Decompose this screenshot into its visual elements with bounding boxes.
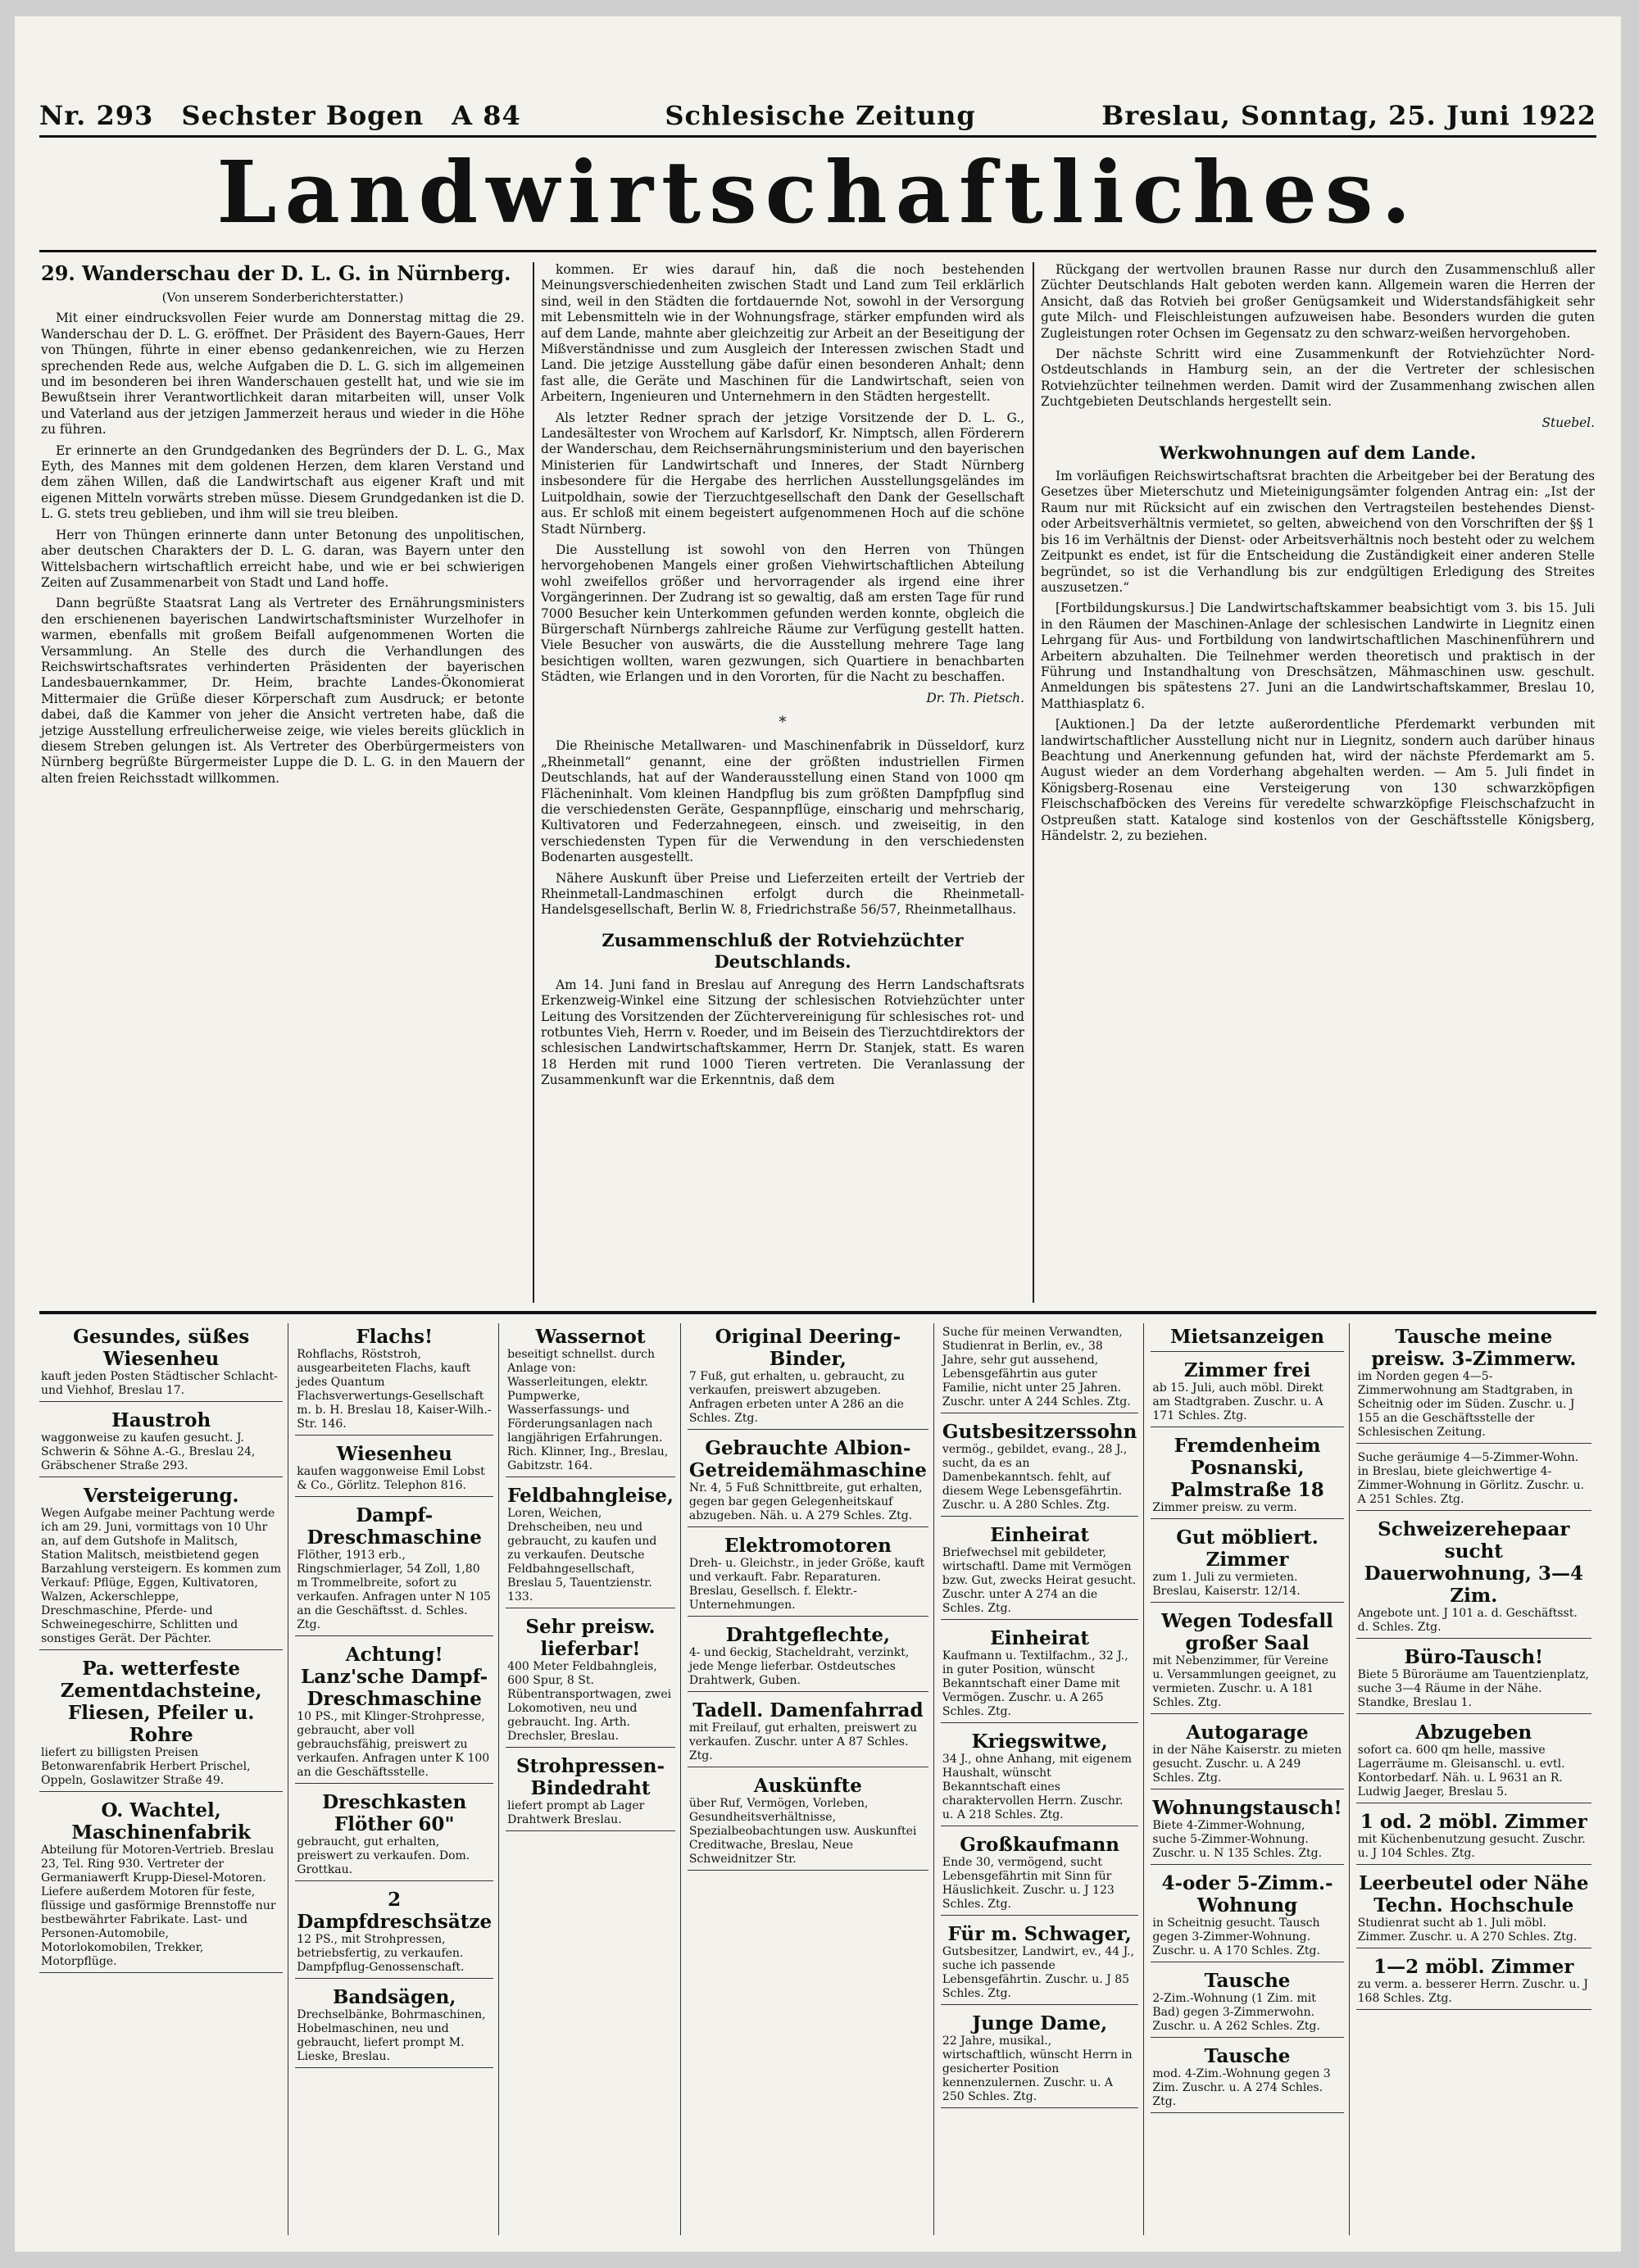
classified-ad bbox=[1356, 1323, 1591, 1444]
ad-headline: Drahtgeflechte, bbox=[725, 1624, 891, 1646]
ad-text: beseitigt schnellst. durch Anlage von: Wasserleitungen, elektr. Pumpwerke, Wasserfassungs- und Förderungsanlagen nach langjährigen Erfahrungen. Rich. Klinner, Ing., Breslau, Gabitzstr. 164. bbox=[507, 1348, 669, 1472]
article-column-2 bbox=[541, 262, 1024, 1303]
masthead bbox=[39, 94, 1596, 131]
article-paragraph: Herr von Thüngen erinnerte dann unter Betonung des unpolitischen, aber deutschen Charakters der D. L. G. daran, was Bayern unter den Wittelsbachern wirtschaftlich erreicht habe, und wie er bei schwierigen Zeiten auf Zusammenarbeit von Stadt und Land hoffe. bbox=[41, 527, 524, 590]
ad-column-5 bbox=[941, 1323, 1144, 2235]
ad-headline: Gesundes, süßes Wiesenheu bbox=[73, 1326, 250, 1370]
article-paragraph: Rückgang der wertvollen braunen Rasse nur durch den Zusammenschluß aller Züchter Deutschlands Halt geboten werden kann. Allgemein waren die Herren der Ansicht, daß das Rotvieh bei großer Genügsamkeit und Widerstandsfähigkeit sehr gute Milch- und Fleischleistungen aufzuweisen habe. Besonders wurden die guten Zugleistungen roter Ochsen im Gegensatz zu den schwarz-weißen hervorgehoben. bbox=[1041, 262, 1595, 341]
classified-ad bbox=[295, 1440, 493, 1497]
ad-column-6 bbox=[1151, 1323, 1349, 2235]
ad-headline: Pa. wetterfeste Zementdachsteine, Fliesen, Pfeiler u. Rohre bbox=[60, 1658, 262, 1746]
ad-headline: O. Wachtel, Maschinenfabrik bbox=[71, 1799, 251, 1844]
ad-text: 22 Jahre, musikal., wirtschaftlich, wünscht Herrn in gesicherter Position kennenzulernen. Zuschr. u. A 250 Schles. Ztg. bbox=[942, 2034, 1133, 2103]
ad-headline: Elektromotoren bbox=[724, 1535, 892, 1557]
ad-headline: Abzugeben bbox=[1415, 1721, 1532, 1744]
classified-ad bbox=[506, 1613, 675, 1748]
classified-ad bbox=[941, 1625, 1138, 1723]
classified-ad bbox=[295, 1641, 493, 1784]
classified-ad bbox=[941, 1728, 1138, 1826]
article-paragraph: Als letzter Redner sprach der jetzige Vorsitzende der D. L. G., Landesältester von Wrochem auf Karlsdorf, Kr. Nimptsch, allen Förderern der Wanderschau, dem Reichsernährungsministerium und den bayerischen Ministerien für Landwirtschaft und Inneres, der Stadt Nürnberg insbesondere für die Hergabe des herrlichen Ausstellungsgeländes im Luitpoldhain, sowie der Tierzuchtgesellschaft den Dank der Gesellschaft aus. Er schloß mit einem begeistert aufgenommenen Hoch auf die schöne Stadt Nürnberg. bbox=[541, 410, 1024, 537]
ad-headline: Bandsägen, bbox=[332, 1986, 456, 2008]
article-headline: Werkwohnungen auf dem Lande. bbox=[1159, 442, 1477, 464]
article-signature: Dr. Th. Pietsch. bbox=[926, 690, 1024, 705]
ad-text: Abteilung für Motoren-Vertrieb. Breslau 23, Tel. Ring 930. Vertreter der Germaniawerft Krupp-Diesel-Motoren. Liefere außerdem Motoren für feste, flüssige und gasförmige Brennstoffe nur bestbewährter Fabrikate. Last- und Personen-Automobile, Motorlokomobilen, Trekker, Motorpflüge. bbox=[41, 1844, 276, 1968]
article-paragraph: Mit einer eindrucksvollen Feier wurde am Donnerstag mittag die 29. Wanderschau der D. L. G. eröffnet. Der Präsident des Bayern-Gaues, Herr von Thüngen, führte in einer ebenso gedankenreichen, wie zu Herzen sprechenden Rede aus, welche Aufgaben die D. L. G. sich im allgemeinen und im besonderen bei ihren Wanderschauen gestellt hat, und wie sie im Bewußtsein ihrer Verantwortlichkeit daran mitarbeiten will, unser Volk und Vaterland aus der jetzigen Jammerzeit heraus und wieder in die Höhe zu führen. bbox=[41, 311, 524, 438]
article-column-3 bbox=[1041, 262, 1595, 1303]
classified-ad bbox=[941, 2010, 1138, 2108]
dateline: Breslau, Sonntag, 25. Juni 1922 bbox=[1101, 100, 1596, 131]
classified-ad bbox=[506, 1482, 675, 1608]
ad-text: mit Freilauf, gut erhalten, preiswert zu verkaufen. Zuschr. unter A 87 Schles. Ztg. bbox=[688, 1721, 917, 1762]
ad-text: kauft jeden Posten Städtischer Schlacht- und Viehhof, Breslau 17. bbox=[41, 1370, 278, 1397]
ad-text: mit Nebenzimmer, für Vereine u. Versammlungen geeignet, zu vermieten. Zuschr. u. A 181 Schles. Ztg. bbox=[1152, 1654, 1337, 1709]
article-paragraph: [Fortbildungskursus.] Die Landwirtschaftskammer beabsichtigt vom 3. bis 15. Juli in den Räumen der Maschinen-Anlage der schlesischen Landwirte in Liegnitz einen Lehrgang für Aus- und Fortbildung von landwirtschaftlichen Maschinenführern und Arbeitern abzuhalten. Die Teilnehmer werden theoretisch und praktisch in der Führung und Instandhaltung von Dreschsätzen, Mähmaschinen usw. geschult. Anmeldungen bis spätestens 27. Juni an die Landwirtschaftskammer, Breslau 10, Matthiasplatz 6. bbox=[1041, 601, 1595, 711]
ad-headline: Einheirat bbox=[990, 1627, 1090, 1649]
ad-text: 2-Zim.-Wohnung (1 Zim. mit Bad) gegen 3-Zimmerwohn. Zuschr. u. A 262 Schles. Ztg. bbox=[1152, 1992, 1320, 2033]
ad-headline: Großkaufmann bbox=[960, 1834, 1120, 1856]
ad-headline: Dampf-Dreschmaschine bbox=[306, 1504, 482, 1549]
ad-text: 4- und 6eckig, Stacheldraht, verzinkt, jede Menge lieferbar. Ostdeutsches Drahtwerk, Guben. bbox=[688, 1646, 910, 1687]
article-paragraph: Im vorläufigen Reichswirtschaftsrat brachten die Arbeitgeber bei der Beratung des Gesetzes über Mieterschutz und Mieteinigungsämter folgenden Antrag ein: „Ist der Raum nur mit Rücksicht auf ein zwischen den Vertragsteilen bestehendes Dienst- oder Arbeitsverhältnis vermietet, so gelten, abweichend von den Vorschriften der §§ 1 bis 16 im Verhältnis der Dienst- oder Arbeitsverhältnis noch besteht oder zu welchem Zeitpunkt es endet, ist für die Entscheidung die Zuständigkeit einer anderen Stelle begründet, so ist die Verhandlung bis zur endgültigen Erledigung des Streites auszusetzen.“ bbox=[1041, 469, 1595, 595]
ad-text: mit Küchenbenutzung gesucht. Zuschr. u. J 104 Schles. Ztg. bbox=[1357, 1833, 1586, 1860]
classified-ad bbox=[688, 1697, 928, 1767]
ad-headline: Wohnungstausch! bbox=[1152, 1797, 1342, 1819]
ad-headline: Achtung! Lanz'sche Dampf-Dreschmaschine bbox=[301, 1644, 488, 1710]
classified-ad bbox=[1356, 1808, 1591, 1865]
ad-column-3 bbox=[506, 1323, 681, 2235]
classified-ad bbox=[1356, 1449, 1591, 1511]
ad-text: Studienrat sucht ab 1. Juli möbl. Zimmer. Zuschr. u. A 270 Schles. Ztg. bbox=[1357, 1916, 1578, 1944]
classified-ad bbox=[1151, 1357, 1343, 1427]
classified-ad bbox=[688, 1622, 928, 1692]
ad-headline: Tausche bbox=[1204, 2045, 1291, 2067]
ad-text: Flöther, 1913 erb., Ringschmierlager, 54 Zoll, 1,80 m Trommelbreite, sofort zu verkaufen. Anfragen unter N 105 an die Geschäftsst. d. Schles. Ztg. bbox=[297, 1549, 491, 1631]
ad-headline: Wiesenheu bbox=[336, 1443, 452, 1465]
classified-ad bbox=[506, 1753, 675, 1831]
classified-ad bbox=[1356, 1870, 1591, 1948]
ad-headline: Versteigerung. bbox=[83, 1485, 239, 1507]
ad-headline: Haustroh bbox=[111, 1409, 211, 1431]
classified-ad bbox=[1151, 1323, 1343, 1352]
ad-text: liefert zu billigsten Preisen Betonwarenfabrik Herbert Prischel, Oppeln, Goslawitzer Straße 49. bbox=[41, 1746, 251, 1787]
article-paragraph: Dann begrüßte Staatsrat Lang als Vertreter des Ernährungsministers den erschienenen bayerischen Landwirtschaftsminister Wurzelhofer in warmen, ebenfalls mit großem Beifall aufgenommenen Worten die Versammlung. An Stelle des durch die Verhandlungen des Reichswirtschaftsrates verhinderten Präsidenten der bayerischen Landesbauernkammer, Dr. Heim, brachte Landes-Ökonomierat Mittermaier die Grüße dieser Körperschaft zum Ausdruck; er betonte dabei, daß die Kammer von jeher die Ansicht vertreten habe, daß die jetzige Ausstellung erfreulicherweise zeige, wie vieles bereits glücklich in diesem Streben gelungen ist. Als Vertreter des Oberbürgermeisters von Nürnberg begrüßte Bürgermeister Luppe die D. L. G. in den Mauern der alten freien Reichsstadt willkommen. bbox=[41, 596, 524, 786]
ad-headline: Gebrauchte Albion-Getreidemähmaschine bbox=[688, 1437, 927, 1481]
ad-headline: Büro-Tausch! bbox=[1404, 1646, 1544, 1668]
ad-headline: Wegen Todesfall großer Saal bbox=[1161, 1610, 1333, 1654]
ad-column-7 bbox=[1356, 1323, 1596, 2235]
article-paragraph: [Auktionen.] Da der letzte außerordentliche Pferdemarkt verbunden mit landwirtschaftlicher Ausstellung nicht nur in Liegnitz, sondern auch darüber hinaus Beachtung und Anerkennung gefunden hat, wird der nächste Pferdemarkt am 5. August wieder an dem Vorderhang abgehalten werden. — Am 5. Juli findet in Königsberg-Rosenau eine Versteigerung von 130 schwarzköpfigen Fleischschafböcken des Vereins für veredelte schwarzköpfige Fleischschafzucht in Ostpreußen statt. Kataloge sind kostenlos von der Geschäftsstelle Königsberg, Händelstr. 2, zu beziehen. bbox=[1041, 717, 1595, 843]
ad-column-2 bbox=[295, 1323, 499, 2235]
ad-text: sofort ca. 600 qm helle, massive Lagerräume m. Gleisanschl. u. evtl. Kontorbedarf. Näh. u. L 9631 an R. Ludwig Jaeger, Breslau 5. bbox=[1357, 1744, 1565, 1799]
classified-ad bbox=[1356, 1719, 1591, 1803]
ad-text: Rohflachs, Röststroh, ausgearbeiteten Flachs, kauft jedes Quantum Flachsverwertungs-Gesellschaft m. b. H. Breslau 18, Kaiser-Wilh.-Str. 146. bbox=[297, 1348, 492, 1431]
section-banner: Landwirtschaftliches. bbox=[216, 142, 1419, 243]
classified-ad bbox=[941, 1418, 1138, 1517]
ad-text: Biete 4-Zimmer-Wohnung, suche 5-Zimmer-Wohnung. Zuschr. u. N 135 Schles. Ztg. bbox=[1152, 1819, 1323, 1860]
ad-text: liefert prompt ab Lager Drahtwerk Breslau. bbox=[507, 1799, 645, 1826]
classified-ad bbox=[39, 1655, 283, 1792]
ad-text: zum 1. Juli zu vermieten. Breslau, Kaiserstr. 12/14. bbox=[1152, 1571, 1301, 1598]
classified-ad bbox=[1151, 1794, 1343, 1865]
ad-headline: Tausche meine preisw. 3-Zimmerw. bbox=[1371, 1326, 1577, 1370]
classified-ads bbox=[39, 1323, 1596, 2235]
classified-ad bbox=[39, 1323, 283, 1402]
article-paragraph: Nähere Auskunft über Preise und Lieferzeiten erteilt der Vertrieb der Rheinmetall-Landmaschinen erfolgt durch die Rheinmetall-Handelsgesellschaft, Berlin W. 8, Friedrichstraße 56/57, Rheinmetallhaus. bbox=[541, 870, 1024, 918]
classified-ad bbox=[1151, 1524, 1343, 1603]
ad-text: in Scheitnig gesucht. Tausch gegen 3-Zimmer-Wohnung. Zuschr. u. A 170 Schles. Ztg. bbox=[1152, 1916, 1320, 1957]
classified-ad bbox=[941, 1831, 1138, 1916]
ad-text: gebraucht, gut erhalten, preiswert zu verkaufen. Dom. Grottkau. bbox=[297, 1835, 470, 1876]
ad-text: mod. 4-Zim.-Wohnung gegen 3 Zim. Zuschr. u. A 274 Schles. Ztg. bbox=[1152, 2067, 1331, 2108]
ad-text: Nr. 4, 5 Fuß Schnittbreite, gut erhalten, gegen bar gegen Gelegenheitskauf abzugeben. Näh. u. A 279 Schles. Ztg. bbox=[688, 1481, 923, 1522]
ad-headline: Original Deering-Binder, bbox=[715, 1326, 901, 1370]
ad-headline: 4-oder 5-Zimm.-Wohnung bbox=[1161, 1872, 1333, 1916]
masthead-left bbox=[39, 100, 539, 131]
ad-headline: Zimmer frei bbox=[1183, 1359, 1311, 1381]
ad-text: Suche geräumige 4—5-Zimmer-Wohn. in Breslau, biete gleichwertige 4-Zimmer-Wohnung in Görlitz. Zuschr. u. A 251 Schles. Ztg. bbox=[1357, 1451, 1585, 1506]
classified-ad bbox=[941, 1323, 1138, 1413]
classified-ad bbox=[39, 1482, 283, 1650]
classified-ad bbox=[1151, 1432, 1343, 1519]
ad-text: Ende 30, vermögend, sucht Lebensgefährtin mit Sinn für Häuslichkeit. Zuschr. u. J 123 Schles. Ztg. bbox=[942, 1856, 1115, 1911]
article-column-1 bbox=[41, 262, 524, 1303]
ad-headline: Kriegswitwe, bbox=[971, 1730, 1108, 1753]
article-paragraph: Die Rheinische Metallwaren- und Maschinenfabrik in Düsseldorf, kurz „Rheinmetall“ genannt, eine der größten industriellen Firmen Deutschlands, hat auf der Wanderausstellung einen Stand von 1000 qm Flächeninhalt. Vom kleinen Handpflug bis zum größten Dampfpflug sind die verschiedensten Geräte, Gespannpflüge, einscharig und mehrscharig, Kultivatoren und Federzahnegeen, einsch. und zweiseitig, in den verschiedensten Typen für die Verwendung in den verschiedensten Bodenarten ausgestellt. bbox=[541, 738, 1024, 865]
classified-ad bbox=[1151, 1870, 1343, 1962]
ad-text: 10 PS., mit Klinger-Strohpresse, gebraucht, aber voll gebrauchsfähig, preiswert zu verkaufen. Anfragen unter K 100 an die Geschäftsstelle. bbox=[297, 1710, 490, 1779]
article-subtitle: (Von unserem Sonderberichterstatter.) bbox=[161, 290, 404, 305]
bogen-label: Sechster Bogen bbox=[181, 100, 425, 131]
article-signature: Stuebel. bbox=[1541, 415, 1595, 430]
ad-text: Suche für meinen Verwandten, Studienrat in Berlin, ev., 38 Jahre, sehr gut aussehend, Lebensgefährtin aus guter Familie, nicht unter 25 Jahren. Zuschr. unter A 244 Schles. Ztg. bbox=[942, 1326, 1131, 1408]
ad-headline: Flachs! bbox=[356, 1326, 434, 1348]
article-paragraph: Der nächste Schritt wird eine Zusammenkunft der Rotviehzüchter Nord-Ostdeutschlands in Hamburg sein, an der die Vertreter der schlesischen Rotviehzüchter teilnehmen werden. Damit wird der Zusammenhang zwischen allen Zuchtgebieten Deutschlands hergestellt sein. bbox=[1041, 347, 1595, 410]
ad-text: Kaufmann u. Textilfachm., 32 J., in guter Position, wünscht Bekanntschaft einer Dame mit Vermögen. Zuschr. u. A 265 Schles. Ztg. bbox=[942, 1649, 1128, 1718]
classified-ad bbox=[295, 1502, 493, 1636]
classified-ad bbox=[506, 1323, 675, 1477]
classified-ad bbox=[39, 1797, 283, 1973]
article-paragraph: Er erinnerte an den Grundgedanken des Begründers der D. L. G., Max Eyth, des Mannes mit dem goldenen Herzen, dem klaren Verstand und dem zähen Willen, daß die Landwirtschaft aus eigener Kraft und mit eigenen Mitteln vorwärts streben müsse. Diesem Grundgedanken ist die D. L. G. stets treu geblieben, und ihm will sie treu bleiben. bbox=[41, 442, 524, 522]
ad-headline: Fremdenheim Posnanski, Palmstraße 18 bbox=[1170, 1435, 1324, 1501]
ad-headline: Schweizerehepaar sucht Dauerwohnung, 3—4 Zim. bbox=[1364, 1518, 1584, 1607]
article-headline: Zusammenschluß der Rotviehzüchter Deutschlands. bbox=[602, 929, 964, 972]
ad-headline: 1—2 möbl. Zimmer bbox=[1373, 1956, 1574, 1978]
ad-text: Briefwechsel mit gebildeter, wirtschaftl. Dame mit Vermögen bzw. Gut, zwecks Heirat gesucht. Zuschr. unter A 274 an die Schles. Ztg. bbox=[942, 1546, 1137, 1615]
article-title: 29. Wanderschau der D. L. G. in Nürnberg. bbox=[41, 261, 511, 285]
ad-text: Biete 5 Büroräume am Tauentzienplatz, suche 3—4 Räume in der Nähe. Standke, Breslau 1. bbox=[1357, 1668, 1589, 1709]
ad-text: Dreh- u. Gleichstr., in jeder Größe, kauft und verkauft. Fabr. Reparaturen. Breslau, Gesellsch. f. Elektr.-Unternehmungen. bbox=[688, 1557, 925, 1612]
ad-headline: Autogarage bbox=[1186, 1721, 1309, 1744]
ad-column-1 bbox=[39, 1323, 288, 2235]
classified-ad bbox=[295, 1323, 493, 1436]
article-paragraph: Die Ausstellung ist sowohl von den Herren von Thüngen hervorgehobenen Mangels einer großen Viehwirtschaftlichen Abteilung wohl zweifellos größer und hervorragender als irgend eine ihrer Vorgängerinnen. Der Zudrang ist so gewaltig, daß am ersten Tage für rund 7000 Besucher kein Unterkommen gefunden werden konnte, obgleich die Bürgerschaft Nürnbergs zahlreiche Räume zur Verfügung gestellt hatten. Viele Besucher von auswärts, die die Ausstellung mehrere Tage lang besichtigen wollten, waren gezwungen, sich Quartiere in benachbarten Städten, wie Erlangen und in den Vororten, für die Nacht zu beschaffen. bbox=[541, 542, 1024, 685]
ad-headline: Tadell. Damenfahrrad bbox=[692, 1699, 924, 1721]
ad-headline: Mietsanzeigen bbox=[1170, 1326, 1324, 1348]
issue-number: Nr. 293 bbox=[39, 100, 154, 131]
ad-text: 7 Fuß, gut erhalten, u. gebraucht, zu verkaufen, preiswert abzugeben. Anfragen erbeten unter A 286 an die Schles. Ztg. bbox=[688, 1370, 905, 1425]
article-paragraph: Am 14. Juni fand in Breslau auf Anregung des Herrn Landschaftsrats Erkenzweig-Winkel eine Sitzung der schlesischen Rotviehzüchter unter Leitung des Vorsitzenden der Züchtervereinigung für schlesisches rot- und rotbuntes Vieh, Herrn v. Roeder, und im Beisein des Tierzuchtdirektors der schlesischen Landwirtschaftskammer, Herrn Dr. Stanjek, statt. Es waren 18 Herden mit rund 1000 Tieren vertreten. Die Veranlassung der Zusammenkunft war die Erkenntnis, daß dem bbox=[541, 977, 1024, 1088]
classified-ad bbox=[688, 1772, 928, 1871]
ad-text: 400 Meter Feldbahngleis, 600 Spur, 8 St. Rübentransportwagen, zwei Lokomotiven, neu und gebraucht. Ing. Arth. Drechsler, Breslau. bbox=[507, 1660, 672, 1743]
classified-ad bbox=[688, 1435, 928, 1527]
ad-text: in der Nähe Kaiserstr. zu mieten gesucht. Zuschr. u. A 249 Schles. Ztg. bbox=[1152, 1744, 1342, 1785]
classified-ad bbox=[295, 1984, 493, 2068]
classified-ad bbox=[1356, 1953, 1591, 2010]
classified-ad bbox=[688, 1323, 928, 1430]
ad-headline: Einheirat bbox=[990, 1524, 1090, 1546]
classified-ad bbox=[1356, 1516, 1591, 1639]
ad-headline: Strohpressen-Bindedraht bbox=[515, 1755, 665, 1799]
ad-headline: 1 od. 2 möbl. Zimmer bbox=[1360, 1811, 1587, 1833]
ad-text: Drechselbänke, Bohrmaschinen, Hobelmaschinen, neu und gebraucht, liefert prompt M. Lieske, Breslau. bbox=[297, 2008, 486, 2063]
ads-rule bbox=[39, 1311, 1596, 1314]
classified-ad bbox=[941, 1522, 1138, 1620]
ad-text: Gutsbesitzer, Landwirt, ev., 44 J., suche ich passende Lebensgefährtin. Zuschr. u. J 85 Schles. Ztg. bbox=[942, 1945, 1135, 2000]
classified-ad bbox=[1151, 1967, 1343, 2038]
banner-rule bbox=[39, 250, 1596, 252]
ad-column-4 bbox=[688, 1323, 934, 2235]
article-paragraph: kommen. Er wies darauf hin, daß die noch bestehenden Meinungsverschiedenheiten zwischen Stadt und Land zum Teil erklärlich sind, weil in den Städten die fortdauernde Not, sowohl in der Versorgung mit Lebensmitteln wie in der Wohnungsfrage, stärker empfunden wird als auf dem Lande, mahnte aber gleichzeitig zur Arbeit an der Beseitigung der Mißverständnisse und zum Ausgleich der Interessen zwischen Stadt und Land. Die jetzige Ausstellung gäbe dafür einen besonderen Anhalt; denn fast alle, die Geräte und Maschinen für die Landwirtschaft, seien von Arbeitern, Ingenieuren und Unternehmern in den Städten hergestellt. bbox=[541, 262, 1024, 405]
ad-text: 34 J., ohne Anhang, mit eigenem Haushalt, wünscht Bekanntschaft eines charaktervollen Herrn. Zuschr. u. A 218 Schles. Ztg. bbox=[942, 1753, 1133, 1821]
ad-headline: Gutsbesitzerssohn bbox=[942, 1421, 1137, 1443]
classified-ad bbox=[295, 1789, 493, 1881]
ad-text: waggonweise zu kaufen gesucht. J. Schwerin & Söhne A.-G., Breslau 24, Gräbschener Straße 293. bbox=[41, 1431, 256, 1472]
ad-text: Zimmer preisw. zu verm. bbox=[1152, 1501, 1297, 1514]
ad-headline: Sehr preisw. lieferbar! bbox=[525, 1616, 656, 1660]
classified-ad bbox=[1151, 2043, 1343, 2113]
edition-label: A 84 bbox=[452, 100, 521, 131]
ad-text: 12 PS., mit Strohpressen, betriebsfertig, zu verkaufen. Dampfpflug-Genossenschaft. bbox=[297, 1933, 465, 1974]
column-divider bbox=[533, 262, 534, 1303]
ad-text: kaufen waggonweise Emil Lobst & Co., Görlitz. Telephon 816. bbox=[297, 1465, 485, 1492]
separator-star: * bbox=[779, 713, 787, 731]
paper-name: Schlesische Zeitung bbox=[665, 100, 976, 131]
ad-headline: Leerbeutel oder Nähe Techn. Hochschule bbox=[1359, 1872, 1589, 1916]
ad-headline: 2 Dampfdreschsätze bbox=[297, 1889, 493, 1933]
ad-text: zu verm. a. besserer Herrn. Zuschr. u. J 168 Schles. Ztg. bbox=[1357, 1978, 1588, 2005]
ad-headline: Feldbahngleise, bbox=[507, 1485, 674, 1507]
classified-ad bbox=[1151, 1719, 1343, 1789]
ad-headline: Gut möbliert. Zimmer bbox=[1176, 1526, 1319, 1571]
ad-text: ab 15. Juli, auch möbl. Direkt am Stadtgraben. Zuschr. u. A 171 Schles. Ztg. bbox=[1152, 1381, 1323, 1422]
ad-headline: Tausche bbox=[1204, 1970, 1291, 1992]
ad-headline: Wassernot bbox=[535, 1326, 646, 1348]
ad-text: im Norden gegen 4—5-Zimmerwohnung am Stadtgraben, in Scheitnig oder im Süden. Zuschr. u. J 155 an die Geschäftsstelle der Schlesischen Zeitung. bbox=[1357, 1370, 1575, 1439]
ad-headline: Junge Dame, bbox=[972, 2012, 1108, 2034]
ad-headline: Dreschkasten Flöther 60" bbox=[322, 1791, 467, 1835]
classified-ad bbox=[1151, 1608, 1343, 1714]
column-divider bbox=[1033, 262, 1034, 1303]
ad-headline: Auskünfte bbox=[753, 1775, 862, 1797]
classified-ad bbox=[688, 1532, 928, 1617]
ad-text: Loren, Weichen, Drehscheiben, neu und gebraucht, zu kaufen und zu verkaufen. Deutsche Feldbahngesellschaft, Breslau 5, Tauentzienstr. 133. bbox=[507, 1507, 657, 1603]
ad-headline: Für m. Schwager, bbox=[947, 1923, 1132, 1945]
classified-ad bbox=[295, 1886, 493, 1979]
classified-ad bbox=[941, 1921, 1138, 2005]
ad-text: Wegen Aufgabe meiner Pachtung werde ich am 29. Juni, vormittags von 10 Uhr an, auf dem Gutshofe in Malitsch, Station Malitsch, meistbietend gegen Barzahlung versteigern. Es kommen zum Verkauf: Pflüge, Eggen, Kultivatoren, Walzen, Ackerschleppe, Dreschmaschine, Pferde- und Schweinegeschirre, Schlitten und sonstiges Gerät. Der Pächter. bbox=[41, 1507, 282, 1645]
ad-text: Angebote unt. J 101 a. d. Geschäftsst. d. Schles. Ztg. bbox=[1357, 1607, 1578, 1634]
ad-text: vermög., gebildet, evang., 28 J., sucht, da es an Damenbekanntsch. fehlt, auf diesem Wege Lebensgefährtin. Zuschr. u. A 280 Schles. Ztg. bbox=[942, 1443, 1128, 1512]
newspaper-page bbox=[15, 16, 1621, 2252]
classified-ad bbox=[1356, 1644, 1591, 1714]
ad-text: über Ruf, Vermögen, Vorleben, Gesundheitsverhältnisse, Spezialbeobachtungen usw. Auskunftei Creditwache, Breslau, Neue Schweidnitzer Str. bbox=[688, 1797, 917, 1866]
classified-ad bbox=[39, 1407, 283, 1477]
masthead-rule bbox=[39, 135, 1596, 138]
